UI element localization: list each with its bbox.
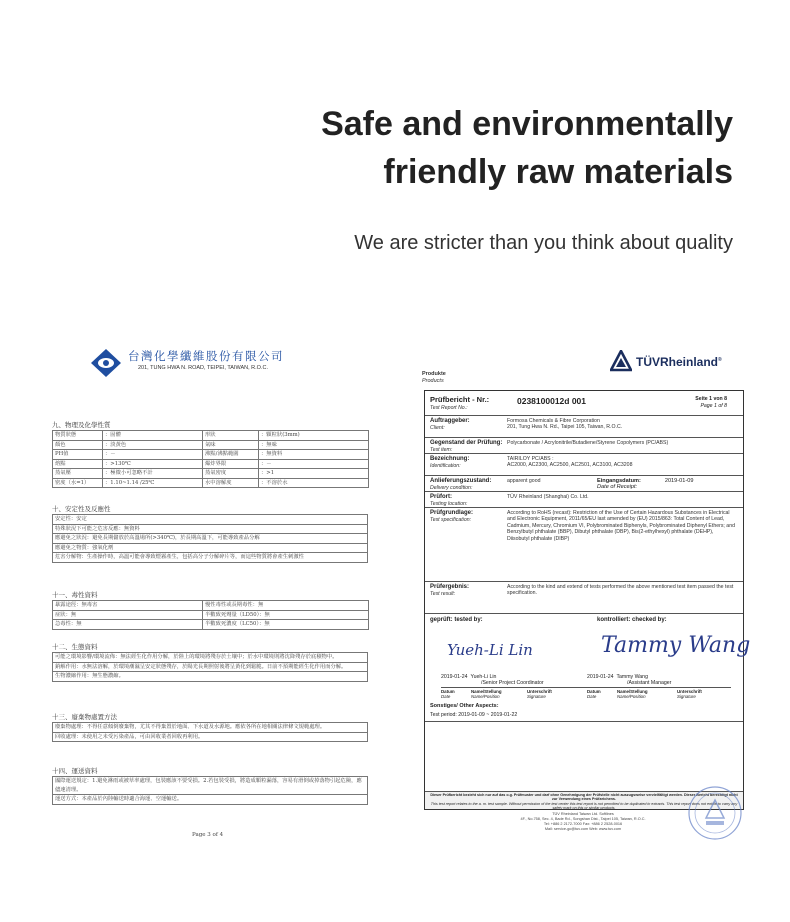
checked-by-label: kontrolliert: checked by: bbox=[597, 617, 667, 623]
report-field-label: Prüfort: Testing location: bbox=[430, 494, 468, 507]
report-field-row bbox=[425, 475, 743, 492]
table-cell: ：不溶於水 bbox=[259, 478, 369, 488]
table-row bbox=[53, 620, 369, 630]
tuv-stamp-icon bbox=[686, 784, 744, 842]
table-row bbox=[53, 777, 368, 795]
test-period: Test period: 2019-01-09 ~ 2019-01-22 bbox=[430, 712, 518, 718]
report-number: 0238100012d 001 bbox=[517, 396, 587, 406]
table-cell: 應避免之狀況：避免長期儲放於高溫場所(>340℃)，於長期高溫下，可能導致產品分解 bbox=[53, 534, 368, 544]
tester-info: 2019-01-24 Yueh-Li Lin /Senior Project Coordinator bbox=[441, 674, 544, 686]
table-row bbox=[53, 440, 369, 450]
table-cell: 急毒性：無 bbox=[53, 620, 203, 630]
checker-info: 2019-01-24 Tammy Wang /Assistant Manager bbox=[587, 674, 672, 686]
table-cell: 安定性：安定 bbox=[53, 515, 368, 525]
table-cell: 運送方式：本產品於內陸輸送時適合海運、空運輸送。 bbox=[53, 795, 368, 805]
table-row bbox=[53, 601, 369, 611]
report-disclaimer: Dieser Prüfbericht bezieht sich nur auf das o.g. Prüfmuster und darf ohne Genehmigung der Prüfstelle nicht auszugsweise vervielfältigt werden. Dieser Bericht berechtigt nicht zur Verwendung eines Prüfzeichens. This test report relates to the a. m. test sample. Without permission of the test center this test report is not permitted to be duplicated in extracts. This test report does not entitle to carry any safety mark on this or similar products. bbox=[425, 791, 743, 809]
table-cell: ：>1 bbox=[259, 469, 369, 479]
tuv-brand: TÜVRheinland® bbox=[636, 355, 722, 369]
table-row bbox=[53, 431, 369, 441]
table-cell: ：－ bbox=[103, 450, 203, 460]
table-row bbox=[53, 543, 368, 553]
table-cell: 銷解作用：水無法溶解，於環境潮濕呈安定狀態殘存，於陽光長期照射後將呈黃化到鬆脆。日前不預期能經生化作用而分解。 bbox=[53, 662, 368, 672]
report-field-value: apparent good bbox=[507, 478, 541, 484]
report-field-row bbox=[425, 415, 743, 438]
table-cell: 半數致死濃度（LC50）：無 bbox=[203, 620, 369, 630]
report-field-value: TÜV Rheinland (Shanghai) Co. Ltd. bbox=[507, 494, 589, 500]
table-cell: PH值 bbox=[53, 450, 103, 460]
report-field-label: Bezeichnung: Identification: bbox=[430, 456, 470, 469]
section-title: 十二、生態資料 bbox=[52, 643, 98, 651]
table-row bbox=[53, 524, 368, 534]
table-row bbox=[53, 795, 368, 805]
table-cell: ：>130℃ bbox=[103, 459, 203, 469]
physical-properties-table bbox=[52, 430, 369, 488]
table-cell: 沸點/沸點範圍 bbox=[203, 450, 259, 460]
table-cell: 形狀 bbox=[203, 431, 259, 441]
table-row bbox=[53, 662, 368, 672]
table-cell: 危害分解物：生產操作時，高溫可能會導致煙霧產生，包括高分子分解碎片等，而這些物質將會產生刺激性 bbox=[53, 553, 368, 563]
page-count: Seite 1 von 8 Page 1 of 8 bbox=[695, 396, 727, 409]
report-field-label: Anlieferungszustand: Delivery condition: bbox=[430, 478, 492, 491]
table-cell: 氣味 bbox=[203, 440, 259, 450]
stability-table bbox=[52, 514, 368, 563]
table-cell: 水中溶解度 bbox=[203, 478, 259, 488]
table-cell: ：無味 bbox=[259, 440, 369, 450]
section-title: 九、物理及化學性質 bbox=[52, 421, 111, 429]
table-cell: 特殊狀況下可能之危害反應：無資料 bbox=[53, 524, 368, 534]
table-row bbox=[53, 732, 368, 742]
table-cell: 熔點 bbox=[53, 459, 103, 469]
report-field-row bbox=[425, 581, 743, 614]
report-field-row bbox=[425, 507, 743, 582]
report-field-value: According to the kind and extend of tests performed the above mentioned test item passed the test specification. bbox=[507, 584, 734, 597]
table-row bbox=[53, 723, 368, 733]
report-field-row bbox=[425, 437, 743, 454]
report-field-row bbox=[425, 491, 743, 508]
report-frame bbox=[424, 390, 751, 810]
company-name: 台灣化學纖維股份有限公司 bbox=[128, 349, 284, 363]
table-cell: 回收處理：未使用之未受污染產品，可由回收業者回收再利用。 bbox=[53, 732, 368, 742]
report-footer: TÜV Rheinland Taiwan Ltd. Softlines 4F., No.758, Sec. 4, Bade Rd., Songshan Dist., Taipei 105, Taiwan, R.O.C. Tel: +886 2 2172-7000 Fax: +886 2 2528-0016 Mail: service-gc@tuv.com Web: www.tuv.com bbox=[520, 812, 646, 831]
company-address: 201, TUNG HWA N. ROAD, TEIPEI, TAIWAN, R.O.C. bbox=[138, 365, 268, 371]
report-field-row bbox=[425, 453, 743, 476]
table-cell: 國際運送規定：1.避免淋雨或被草率處理，包裝應該不要受損。2.若包裝受損，將造成顆粒漏落，容易有滑倒或掉落物引起危險，應儘速清理。 bbox=[53, 777, 368, 795]
table-row bbox=[53, 469, 369, 479]
section-title: 十三、廢棄物處置方法 bbox=[52, 713, 117, 721]
tester-signature: Yueh-Li Lin bbox=[447, 641, 533, 659]
table-cell: 症狀：無 bbox=[53, 610, 203, 620]
signature-block: geprüft: tested by: kontrolliert: checked by: Yueh-Li Lin Tammy Wang 2019-01-24 Yueh-Li Lin /Senior Project Coordinator 2019-01-24 Tammy Wang /Assistant Manager Datum Date Name/Stellung Name/Position Unterschrift Signature Datum Date Name/Stellung Name/Position Unterschrift Signature Sonstiges/ Other Aspects: Test period: 2019-01-09 ~ 2019-01-22 bbox=[425, 613, 743, 722]
table-row bbox=[53, 450, 369, 460]
page-number: Page 3 of 4 bbox=[192, 832, 224, 838]
table-cell: 蒸氣密度 bbox=[203, 469, 259, 479]
table-row bbox=[53, 653, 368, 663]
report-field-label: Prüfgrundlage: Test specification: bbox=[430, 510, 473, 523]
products-label: Produkte Products bbox=[422, 371, 446, 384]
table-cell: 爆炸界限 bbox=[203, 459, 259, 469]
section-title: 十、安定性及反應性 bbox=[52, 505, 111, 513]
tested-by-label: geprüft: tested by: bbox=[430, 617, 483, 623]
table-cell: 密度（水=1） bbox=[53, 478, 103, 488]
report-field-value: Formosa Chemicals & Fibre Corporation 201, Tung Hwa N. Rd., Taipei 105, Taiwan, R.O.C. bbox=[507, 418, 623, 431]
table-cell: 顏色 bbox=[53, 440, 103, 450]
report-field-label: Prüfergebnis: Test result: bbox=[430, 584, 470, 597]
table-cell: 應避免之物質：強氧化劑 bbox=[53, 543, 368, 553]
report-field-value: Polycarbonate / Acrylonitrile/Butadiene/Styrene Copolymers (PC/ABS) bbox=[507, 440, 669, 446]
table-cell: 廢棄物處理：不得任意傾倒廢棄物，尤其不得棄置於地面、下水道及水源地。應依各所在地相關法律條文規範處理。 bbox=[53, 723, 368, 733]
table-cell: ：淡黃色 bbox=[103, 440, 203, 450]
report-field-label: Gegenstand der Prüfung: Test item: bbox=[430, 440, 503, 453]
table-cell: 暴露途徑：無毒害 bbox=[53, 601, 203, 611]
table-cell: ：固體 bbox=[103, 431, 203, 441]
table-cell: 物質狀態 bbox=[53, 431, 103, 441]
hero-subtitle: We are stricter than you think about quality bbox=[354, 232, 733, 254]
disposal-table bbox=[52, 722, 368, 742]
hero-title bbox=[321, 100, 733, 196]
table-cell: ：1.10~1.14 /25℃ bbox=[103, 478, 203, 488]
table-cell: 慢性毒性或長期毒性：無 bbox=[203, 601, 369, 611]
table-row bbox=[53, 553, 368, 563]
other-aspects: Sonstiges/ Other Aspects: bbox=[430, 703, 499, 709]
table-row bbox=[53, 459, 369, 469]
hero-title-line2: friendly raw materials bbox=[383, 153, 733, 191]
checker-signature: Tammy Wang bbox=[601, 633, 751, 658]
table-cell: 生物濃縮作用：無生態濃縮。 bbox=[53, 672, 368, 682]
report-number-row bbox=[425, 391, 743, 416]
section-title: 十一、毒性資料 bbox=[52, 591, 98, 599]
table-row bbox=[53, 478, 369, 488]
table-row bbox=[53, 610, 369, 620]
table-cell: ：－ bbox=[259, 459, 369, 469]
report-field-label: Auftraggeber: Client: bbox=[430, 418, 470, 431]
section-title: 十四、運送資料 bbox=[52, 767, 98, 775]
report-field-value: According to RoHS (recast): Restriction of the Use of Certain Hazardous Substances in Electrical and Electronic Equipment, 2011/65/EU last amended by (EU) 2015/863: Total Content of Lead, Cadmium, Mercury, Chromium VI, Polybrominated Biphenyls, Polybrominated Diphenyl Ethers; and Benzylbutyl phthalate (BBP), Dibutyl phthalate (DBP), Bis(2-ethylhexyl) phthalate (DEHP), Diisobutyl phthalate (DIBP) bbox=[507, 510, 735, 542]
hero-title-line1: Safe and environmentally bbox=[321, 105, 733, 143]
test-report-document bbox=[418, 350, 751, 840]
report-field-value: TAIRILOY PC/ABS : AC2000, AC2300, AC2500, AC2501, AC3100, AC3208 bbox=[507, 456, 633, 469]
table-cell: ：顆粒狀(3mm) bbox=[259, 431, 369, 441]
table-cell: ：無資料 bbox=[259, 450, 369, 460]
table-cell: 可能之環境影響/環境流佈：無法經生化作用分解，於陸上的環境將殘存於土壤中；於水中環境則將沈降殘存於底積物中。 bbox=[53, 653, 368, 663]
report-number-label: Prüfbericht - Nr.: Test Report No.: bbox=[430, 395, 490, 411]
ecology-table bbox=[52, 652, 368, 682]
table-row bbox=[53, 515, 368, 525]
receipt-date: Eingangsdatum: 2019-01-09 Date of Receipt: bbox=[597, 478, 694, 491]
table-cell: 蒸氣壓 bbox=[53, 469, 103, 479]
table-cell: ：極微小可忽略不計 bbox=[103, 469, 203, 479]
transport-table bbox=[52, 776, 368, 805]
tuv-logo-icon bbox=[610, 350, 632, 372]
company-logo-icon bbox=[90, 348, 122, 378]
table-cell: 半數致死劑量（LD50）：無 bbox=[203, 610, 369, 620]
toxicity-table bbox=[52, 600, 369, 630]
table-row bbox=[53, 672, 368, 682]
msds-document bbox=[52, 338, 372, 838]
table-row bbox=[53, 534, 368, 544]
